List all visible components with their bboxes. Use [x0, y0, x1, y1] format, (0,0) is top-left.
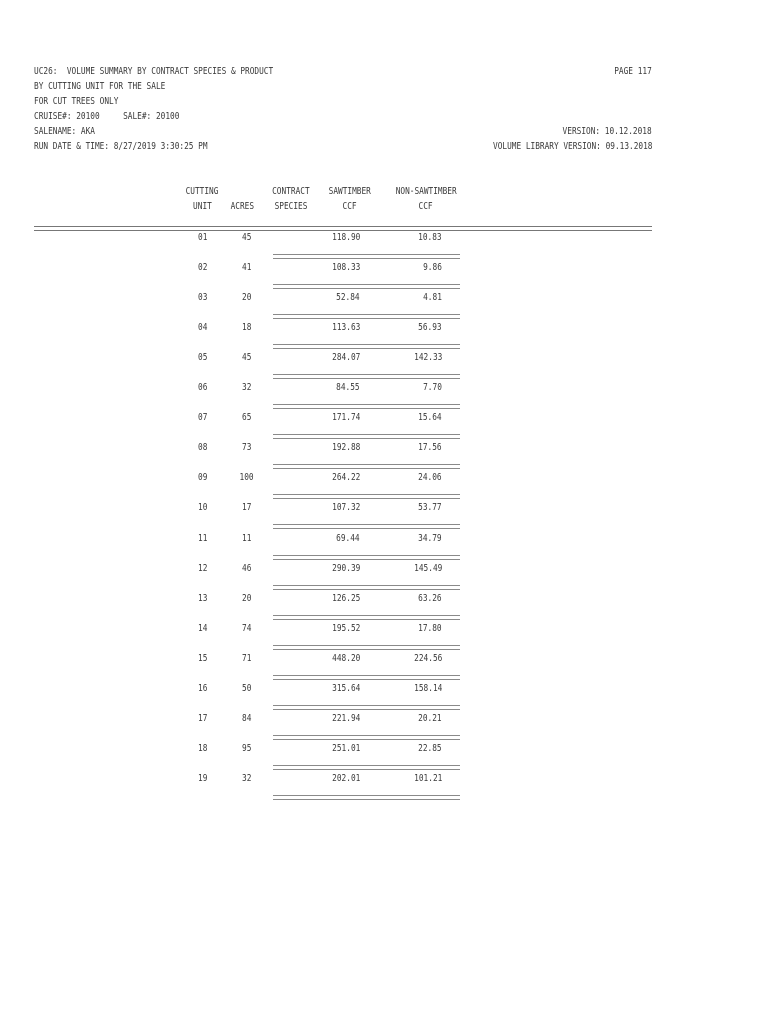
nonsawtimber-cell: 63.26	[418, 593, 442, 604]
row-separator	[273, 524, 460, 529]
nonsawtimber-cell: 158.14	[413, 683, 442, 694]
row-separator	[273, 585, 460, 590]
version: VERSION: 10.12.2018	[562, 126, 652, 137]
cruise-sale-line: CRUISE#: 20100 SALE#: 20100	[34, 111, 180, 122]
acres-cell: 45	[242, 232, 252, 243]
row-separator	[273, 615, 460, 620]
unit-cell: 05	[198, 352, 208, 363]
row-separator	[273, 284, 460, 289]
sawtimber-cell: 192.88	[331, 442, 360, 453]
unit-cell: 11	[198, 533, 208, 544]
row-separator	[273, 494, 460, 499]
acres-cell: 20	[242, 292, 252, 303]
sawtimber-cell: 264.22	[331, 472, 360, 483]
nonsawtimber-cell: 20.21	[418, 713, 442, 724]
unit-cell: 03	[198, 292, 208, 303]
header-divider	[34, 226, 652, 231]
col-header-acres: ACRES	[230, 201, 254, 212]
acres-cell: 18	[242, 322, 252, 333]
col-header-saw-bottom: CCF	[342, 201, 358, 212]
sawtimber-cell: 118.90	[331, 232, 360, 243]
unit-cell: 13	[198, 593, 208, 604]
row-separator	[273, 675, 460, 680]
sawtimber-cell: 107.32	[331, 502, 360, 513]
acres-cell: 17	[242, 502, 252, 513]
sawtimber-cell: 221.94	[331, 713, 360, 724]
acres-cell: 11	[242, 533, 252, 544]
unit-cell: 04	[198, 322, 208, 333]
row-separator	[273, 735, 460, 740]
report-filter: FOR CUT TREES ONLY	[34, 96, 119, 107]
unit-cell: 02	[198, 262, 208, 273]
library-version: VOLUME LIBRARY VERSION: 09.13.2018	[492, 141, 652, 152]
acres-cell: 50	[242, 683, 252, 694]
row-separator	[273, 464, 460, 469]
unit-cell: 09	[198, 472, 208, 483]
nonsawtimber-cell: 17.80	[418, 623, 442, 634]
sawtimber-cell: 448.20	[331, 653, 360, 664]
row-separator	[273, 555, 460, 560]
acres-cell: 73	[242, 442, 252, 453]
col-header-species-bottom: SPECIES	[274, 201, 308, 212]
sawtimber-cell: 290.39	[331, 563, 360, 574]
unit-cell: 16	[198, 683, 208, 694]
acres-cell: 65	[242, 412, 252, 423]
sawtimber-cell: 284.07	[331, 352, 360, 363]
sawtimber-cell: 84.55	[336, 382, 360, 393]
acres-cell: 46	[242, 563, 252, 574]
unit-cell: 01	[198, 232, 208, 243]
unit-cell: 17	[198, 713, 208, 724]
row-separator	[273, 404, 460, 409]
row-separator	[273, 645, 460, 650]
acres-cell: 41	[242, 262, 252, 273]
nonsawtimber-cell: 53.77	[418, 502, 442, 513]
unit-cell: 19	[198, 773, 208, 784]
row-separator	[273, 374, 460, 379]
sale-name: SALENAME: AKA	[34, 126, 95, 137]
acres-cell: 32	[242, 773, 252, 784]
run-date: RUN DATE & TIME: 8/27/2019 3:30:25 PM	[34, 141, 208, 152]
page-number: PAGE 117	[614, 66, 652, 77]
row-separator	[273, 314, 460, 319]
acres-cell: 20	[242, 593, 252, 604]
nonsawtimber-cell: 101.21	[413, 773, 442, 784]
unit-cell: 08	[198, 442, 208, 453]
row-separator	[273, 705, 460, 710]
row-separator	[273, 434, 460, 439]
nonsawtimber-cell: 142.33	[413, 352, 442, 363]
col-header-nonsaw-top: NON-SAWTIMBER	[395, 186, 457, 197]
sawtimber-cell: 171.74	[331, 412, 360, 423]
col-header-species-top: CONTRACT	[272, 186, 310, 197]
nonsawtimber-cell: 22.85	[418, 743, 442, 754]
unit-cell: 12	[198, 563, 208, 574]
sawtimber-cell: 113.63	[331, 322, 360, 333]
sawtimber-cell: 126.25	[331, 593, 360, 604]
col-header-saw-top: SAWTIMBER	[328, 186, 372, 197]
row-separator	[273, 344, 460, 349]
unit-cell: 06	[198, 382, 208, 393]
nonsawtimber-cell: 9.86	[423, 262, 442, 273]
sawtimber-cell: 202.01	[331, 773, 360, 784]
unit-cell: 10	[198, 502, 208, 513]
unit-cell: 18	[198, 743, 208, 754]
row-separator	[273, 254, 460, 259]
acres-cell: 74	[242, 623, 252, 634]
nonsawtimber-cell: 145.49	[413, 563, 442, 574]
nonsawtimber-cell: 17.56	[418, 442, 442, 453]
acres-cell: 100	[239, 472, 255, 483]
acres-cell: 71	[242, 653, 252, 664]
sawtimber-cell: 52.84	[336, 292, 360, 303]
col-header-unit-top: CUTTING	[185, 186, 219, 197]
sawtimber-cell: 315.64	[331, 683, 360, 694]
report-subtitle: BY CUTTING UNIT FOR THE SALE	[34, 81, 166, 92]
report-title: UC26: VOLUME SUMMARY BY CONTRACT SPECIES & PRODUCT	[34, 66, 274, 77]
sawtimber-cell: 108.33	[331, 262, 360, 273]
sawtimber-cell: 195.52	[331, 623, 360, 634]
nonsawtimber-cell: 24.06	[418, 472, 442, 483]
row-separator	[273, 795, 460, 800]
nonsawtimber-cell: 56.93	[418, 322, 442, 333]
unit-cell: 15	[198, 653, 208, 664]
row-separator	[273, 765, 460, 770]
acres-cell: 95	[242, 743, 252, 754]
unit-cell: 14	[198, 623, 208, 634]
acres-cell: 45	[242, 352, 252, 363]
nonsawtimber-cell: 7.70	[423, 382, 442, 393]
sawtimber-cell: 251.01	[331, 743, 360, 754]
sawtimber-cell: 69.44	[336, 533, 360, 544]
nonsawtimber-cell: 10.83	[418, 232, 442, 243]
acres-cell: 84	[242, 713, 252, 724]
nonsawtimber-cell: 34.79	[418, 533, 442, 544]
nonsawtimber-cell: 15.64	[418, 412, 442, 423]
nonsawtimber-cell: 4.81	[423, 292, 442, 303]
nonsawtimber-cell: 224.56	[413, 653, 442, 664]
col-header-nonsaw-bottom: CCF	[418, 201, 434, 212]
col-header-unit-bottom: UNIT	[192, 201, 212, 212]
unit-cell: 07	[198, 412, 208, 423]
acres-cell: 32	[242, 382, 252, 393]
